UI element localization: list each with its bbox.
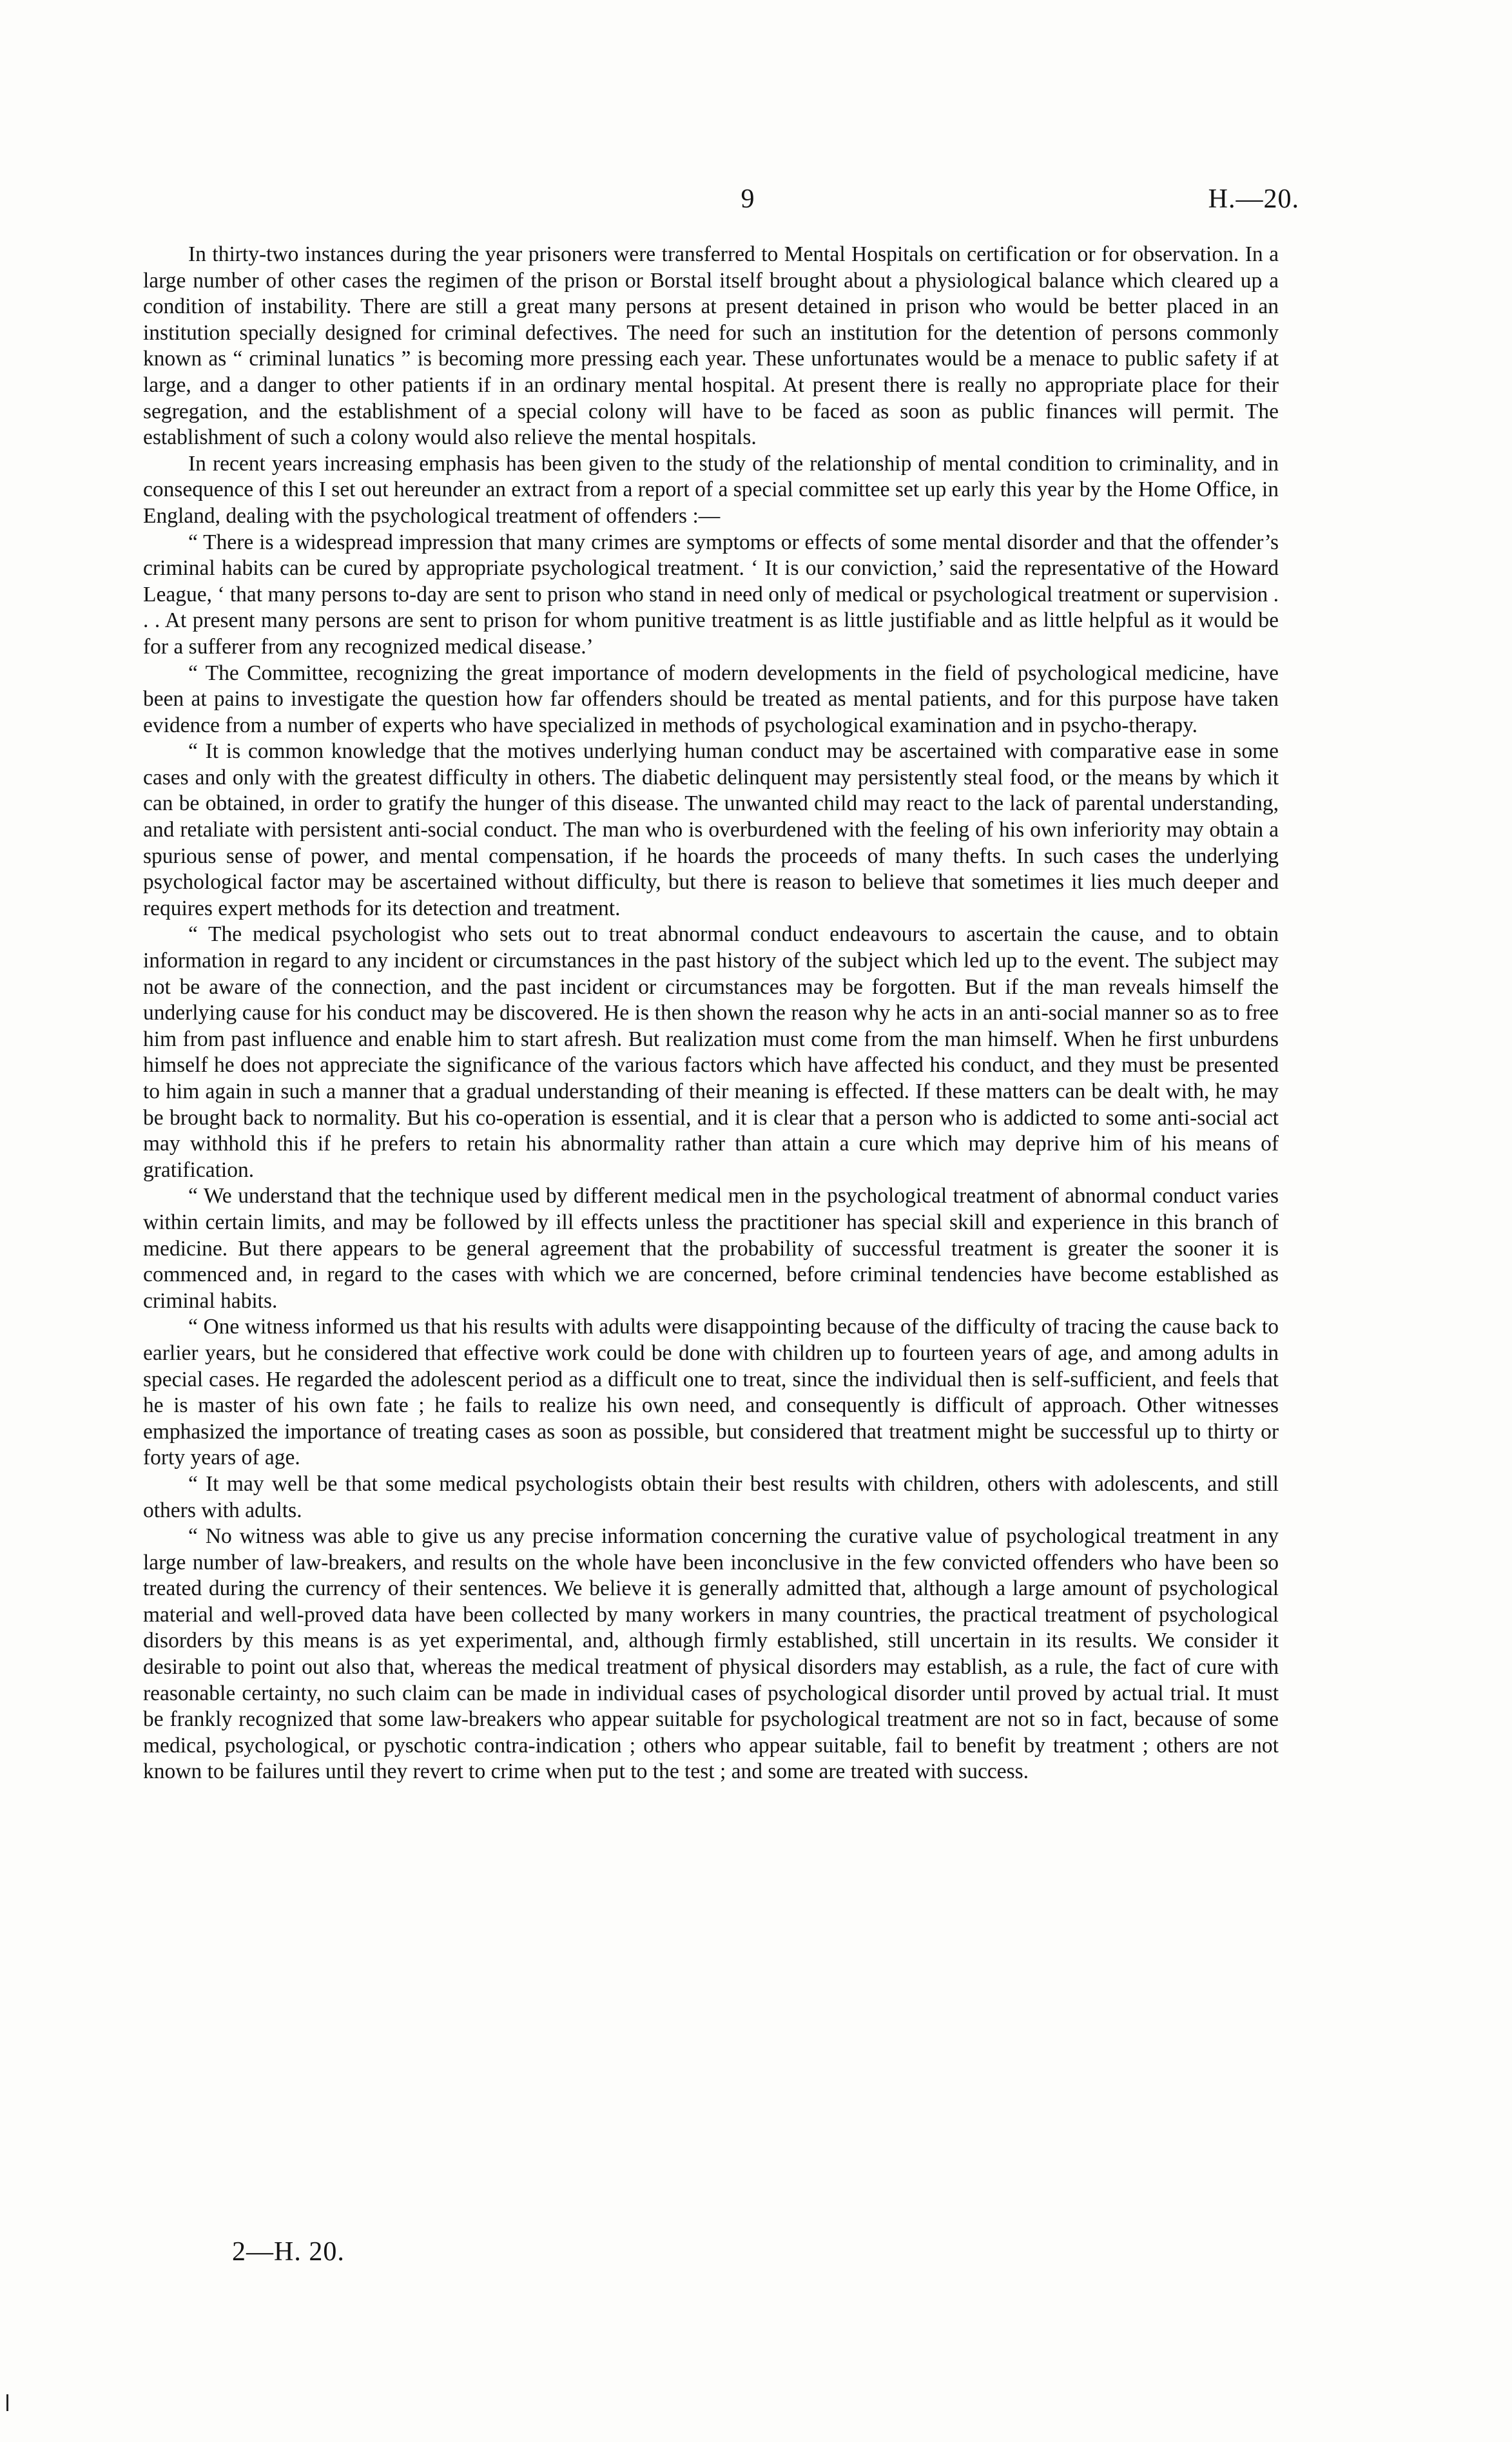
paragraph: “ The medical psychologist who sets out to treat abnormal conduct endeavours to ascertain the cause, and to obtain information in regard to any incident or circumstances in the past history of the subject which led up to the event. The subject may not be aware of the connection, and the past incident or circumstances may be forgotten. But if the man reveals himself the underlying cause for his conduct may be discovered. He is then shown the reason why he acts in an anti-social manner so as to free him from past influence and enable him to start afresh. But realization must come from the man himself. When he first unburdens himself he does not appreciate the significance of the various factors which have affected his conduct, and they must be presented to him again in such a manner that a gradual understanding of their meaning is effected. If these matters can be dealt with, he may be brought back to normality. But his co-operation is essential, and it is clear that a person who is addicted to some anti-social act may withhold this if he prefers to retain his abnormality rather than attain a cure which may deprive him of his means of gratification. xyxy=(143,922,1279,1182)
paragraph: “ There is a widespread impression that many crimes are symptoms or effects of some mental disorder and that the offender’s criminal habits can be cured by appropriate psychological treatment. ‘ It is our conviction,’ said the representative of the Howard League, ‘ that many persons to-day are sent to prison who stand in need only of medical or psychological treatment or supervision . . . At present many persons are sent to prison for whom punitive treatment is as little justifiable and as little helpful as it would be for a sufferer from any recognized medical disease.’ xyxy=(143,530,1279,659)
paragraph: “ It may well be that some medical psychologists obtain their best results with children, others with adolescents, and still others with adults. xyxy=(143,1471,1279,1522)
scan-margin-mark xyxy=(6,2394,8,2411)
body-text xyxy=(143,242,1279,1785)
signature-mark: 2—H. 20. xyxy=(232,2237,345,2267)
paragraph: “ We understand that the technique used by different medical men in the psychological treatment of abnormal conduct varies within certain limits, and may be followed by ill effects unless the practitioner has special skill and experience in this branch of medicine. But there appears to be general agreement that the probability of successful treatment is greater the sooner it is commenced and, in regard to the cases with which we are concerned, before criminal tendencies have become established as criminal habits. xyxy=(143,1184,1279,1313)
paragraph: “ One witness informed us that his results with adults were disappointing because of the difficulty of tracing the cause back to earlier years, but he considered that effective work could be done with children up to fourteen years of age, and among adults in special cases. He regarded the adolescent period as a difficult one to treat, since the individual then is self-sufficient, and feels that he is master of his own fate ; he fails to realize his own need, and consequently is difficult of approach. Other witnesses emphasized the importance of treating cases as soon as possible, but considered that treatment might be successful up to thirty or forty years of age. xyxy=(143,1315,1279,1470)
paragraph: “ No witness was able to give us any precise information concerning the curative value of psychological treatment in any large number of law-breakers, and results on the whole have been inconclusive in the few convicted offenders who have been so treated during the currency of their sentences. We believe it is generally admitted that, although a large amount of psychological material and well-proved data have been collected by many workers in many countries, the practical treatment of psychological disorders by this means is as yet experimental, and, although firmly established, still uncertain in its results. We consider it desirable to point out also that, whereas the medical treatment of physical disorders may establish, as a rule, the fact of cure with reasonable certainty, no such claim can be made in individual cases of psychological disorder until proved by actual trial. It must be frankly recognized that some law-breakers who appear suitable for psychological treatment are not so in fact, because of some medical, psychological, or pyschotic contra-indication ; others who appear suitable, fail to benefit by treatment ; others are not known to be failures until they revert to crime when put to the test ; and some are treated with success. xyxy=(143,1524,1279,1784)
paragraph: In thirty-two instances during the year prisoners were transferred to Mental Hospitals on certification or for observation. In a large number of other cases the regimen of the prison or Borstal itself brought about a physiological balance which cleared up a condition of instability. There are still a great many persons at present detained in prison who would be better placed in an institution specially designed for criminal defectives. The need for such an institution for the detention of persons commonly known as “ criminal lunatics ” is becoming more pressing each year. These unfortunates would be a menace to public safety if at large, and a danger to other patients if in an ordinary mental hospital. At present there is really no appropriate place for their segregation, and the establishment of a special colony will have to be faced as soon as public finances will permit. The establishment of such a colony would also relieve the mental hospitals. xyxy=(143,242,1279,450)
paragraph: In recent years increasing emphasis has been given to the study of the relationship of mental condition to criminality, and in consequence of this I set out hereunder an extract from a report of a special committee set up early this year by the Home Office, in England, dealing with the psychological treatment of offenders :— xyxy=(143,451,1279,528)
paragraph: “ It is common knowledge that the motives underlying human conduct may be ascertained with comparative ease in some cases and only with the greatest difficulty in others. The diabetic delinquent may persistently steal food, or the means by which it can be obtained, in order to gratify the hunger of this disease. The unwanted child may react to the lack of parental understanding, and retaliate with persistent anti-social conduct. The man who is overburdened with the feeling of his own inferiority may obtain a spurious sense of power, and mental compensation, if he hoards the proceeds of many thefts. In such cases the underlying psychological factor may be ascertained without difficulty, but there is reason to believe that sometimes it lies much deeper and requires expert methods for its detection and treatment. xyxy=(143,739,1279,920)
page-number: 9 xyxy=(741,184,755,214)
paragraph: “ The Committee, recognizing the great importance of modern developments in the field of psychological medicine, have been at pains to investigate the question how far offenders should be treated as mental patients, and for this purpose have taken evidence from a number of experts who have specialized in methods of psychological examination and in psycho-therapy. xyxy=(143,661,1279,737)
document-reference: H.—20. xyxy=(1208,184,1299,214)
